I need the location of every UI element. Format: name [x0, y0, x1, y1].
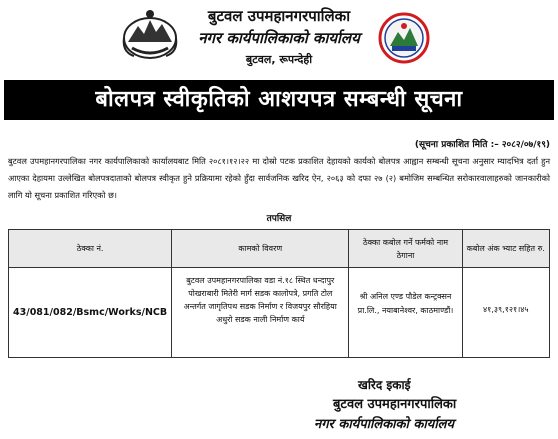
firm-cell: श्री अनिल एण्ड पौडेल कन्ट्रक्सन प्रा.लि., नयाबानेश्वर, काठमाण्डौं।	[349, 268, 462, 358]
col-header-firm: ठेक्का कबोल गर्ने फर्मको नाम ठेगाना	[349, 230, 462, 268]
col-header-amount: कबोल अंक भ्याट सहित रु.	[462, 230, 549, 268]
contract-table	[8, 229, 550, 358]
col-header-contract-no: ठेक्का नं.	[9, 230, 172, 268]
table-header-row	[9, 230, 550, 268]
signature-unit: खरिद इकाई	[358, 378, 411, 392]
municipality-logo-icon	[378, 12, 430, 64]
amount-cell: ४१,३९,१२१।४५	[462, 268, 549, 358]
notice-title-banner: बोलपत्र स्वीकृतिको आशयपत्र सम्बन्धी सूचना	[4, 80, 554, 120]
col-header-work-desc: कामको विवरण	[172, 230, 349, 268]
details-heading: तपसिल	[266, 214, 292, 224]
org-name: बुटवल उपमहानगरपालिका	[207, 7, 351, 25]
letterhead	[0, 0, 558, 78]
notice-body: बुटवल उपमहानगरपालिका नगर कार्यपालिकाको कार्यालयबाट मिति २०८१।१२।२२ मा दोस्रो पटक प्रकाशित देहायको कार्यको बोलपत्र आह्वान सम्बन्धी सूचना अनुसार म्यादभित्र दर्ता हुन आएका देहायमा उल्लेखित बोलपत्रदाताको बोलपत्र स्वीकृत हुने प्रक्रियामा रहेको हुँदा सार्वजनिक खरिद ऐन, २०६३ को दफा २७ (२) बमोजिम सम्बन्धित सरोकारवालाहरुको जानकारीको लागि यो सूचना प्रकाशित गरिएको छ।	[8, 156, 550, 200]
office-name: नगर कार्यपालिकाको कार्यालय	[198, 29, 360, 47]
signature-org: बुटवल उपमहानगरपालिका	[333, 397, 457, 412]
publication-date: (सूचना प्रकाशित मिति :– २०८२/०७/१९)	[414, 140, 550, 150]
office-address: बुटवल, रूपन्देही	[245, 53, 313, 66]
signature-office: नगर कार्यपालिकाको कार्यालय	[314, 417, 455, 432]
table-row	[9, 268, 550, 358]
work-desc-cell: बुटवल उपमहानगरपालिका वडा नं.१८ स्थित धन्दापुर पोखराबारी मितेरी मार्ग सडक कालोपत्रे, प्रगति टोल अन्तर्गत जागृतिपथ सडक निर्माण र विजयपुर सौरहिया अधुरो सडक नाली निर्माण कार्य	[172, 268, 349, 358]
contract-no-cell: 43/081/082/Bsmc/Works/NCB	[9, 268, 172, 358]
